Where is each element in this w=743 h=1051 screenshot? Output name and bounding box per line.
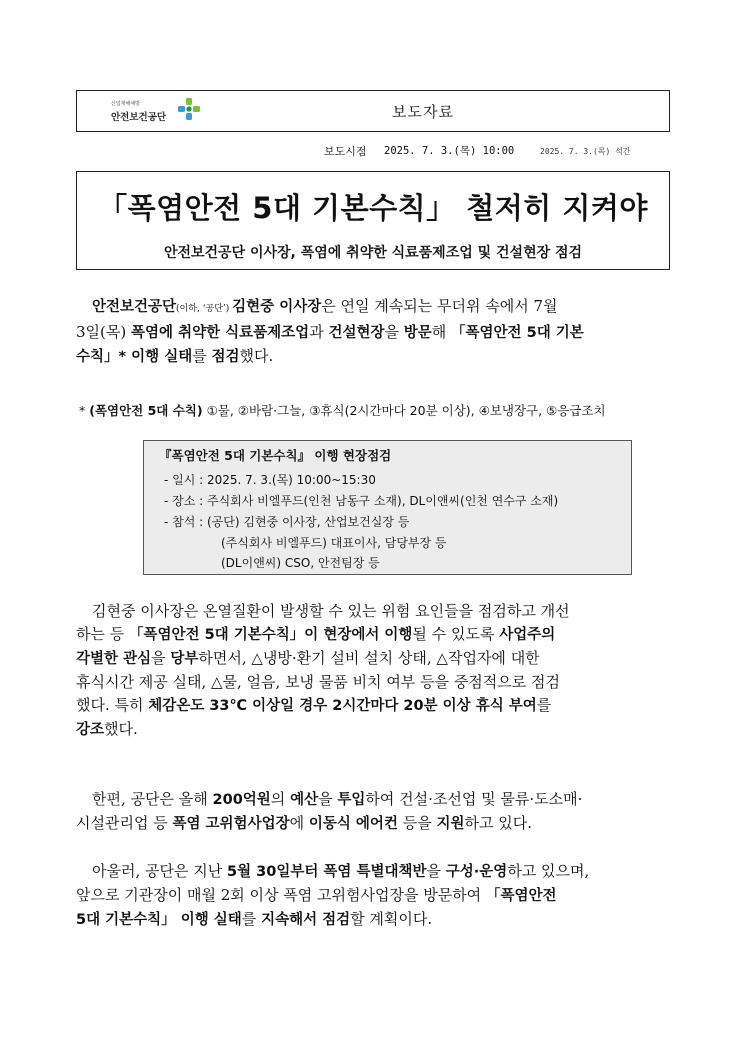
text: 하여 건설·조선업 및 물류·도소매· — [365, 790, 583, 808]
text: 했다. — [104, 720, 138, 738]
text-bold: 「폭염안전 5대 기본 — [451, 325, 584, 341]
text-bold: 방문 — [403, 325, 432, 341]
press-release-label: 보도자료 — [392, 103, 454, 121]
text: 했다. — [239, 347, 274, 365]
text: 김현중 이사장은 온열질환이 발생할 수 있는 위험 요인들을 점검하고 개선 — [92, 602, 570, 620]
text-bold: * 이행 실태 — [118, 349, 193, 365]
text: 한편, 공단은 올해 — [92, 790, 213, 808]
text-bold: 구성·운영 — [445, 864, 508, 880]
embargo-date: 2025. 7. 3.(목) 10:00 — [384, 145, 515, 157]
text: 등을 — [397, 814, 437, 832]
text-bold: 각별한 관심 — [76, 651, 152, 667]
text-bold: 지원 — [436, 816, 465, 832]
text: 를 — [241, 910, 262, 928]
text: 했다. 특히 — [76, 696, 149, 714]
text: 휴식시간 제공 실태, △물, 얼음, 보냉 물품 비치 여부 등을 중점적으로 점검 — [76, 673, 561, 691]
text-bold: 안전보건공단 — [92, 299, 177, 315]
paragraph-inspection — [76, 600, 676, 742]
text-bold: 5월 30일부터 폭염 특별대책반 — [227, 864, 427, 880]
text-bold: 폭염에 취약한 식료품제조업 — [131, 325, 310, 341]
headline: 「폭염안전 5대 기본수칙」 철저히 지켜야 — [98, 191, 648, 225]
text: 은 연일 계속되는 무더위 속에서 7월 — [321, 297, 558, 315]
text-bold: 예산 — [290, 792, 319, 808]
text-bold: 지속해서 점검 — [261, 912, 351, 928]
text: 할 계획이다. — [350, 910, 433, 928]
subheadline: 안전보건공단 이사장, 폭염에 취약한 식료품제조업 및 건설현장 점검 — [163, 245, 583, 261]
info-place: - 장소 : 주식회사 비엘푸드(인천 남동구 소재), DL이앤씨(인천 연수구 소재) — [164, 494, 559, 508]
text: 을 — [151, 649, 171, 667]
text: 3일(목) — [76, 323, 131, 341]
text: 에 — [289, 814, 309, 832]
text: 하는 등 — [76, 625, 130, 643]
text-bold: 폭염 고위험사업장 — [172, 816, 290, 832]
logo-tagline: 산업재해예방 — [111, 101, 140, 107]
footnote-items: ①물, ②바람·그늘, ③휴식(2시간마다 20분 이상), ④보냉장구, ⑤응급조치 — [202, 403, 606, 418]
text: 앞으로 기관장이 매월 2회 이상 폭염 고위험사업장을 방문하여 — [76, 886, 486, 904]
text: 하고 있으며, — [507, 862, 590, 880]
text-bold: 「폭염안전 5대 기본수칙」이 현장에서 이행 — [129, 627, 413, 643]
text-bold: 건설현장 — [328, 325, 385, 341]
text-bold: 점검 — [211, 349, 240, 365]
logo-name: 안전보건공단 — [111, 112, 167, 123]
text-bold: 당부 — [170, 651, 199, 667]
paragraph-plan — [76, 860, 676, 932]
text-bold: 김현중 이사장 — [232, 299, 322, 315]
text-bold: 투입 — [337, 792, 366, 808]
text: 을 — [384, 323, 404, 341]
text: 을 — [318, 790, 338, 808]
info-attendees-1: - 참석 : (공단) 김현중 이사장, 산업보건실장 등 — [164, 515, 410, 529]
text-bold: 사업주의 — [499, 627, 556, 643]
paragraph-intro — [76, 295, 676, 369]
text-bold: 강조 — [76, 722, 105, 738]
text: 해 — [431, 323, 452, 341]
embargo-alt-date: 2025. 7. 3.(목) 석간 — [540, 147, 631, 156]
text: 아울러, 공단은 지난 — [92, 862, 227, 880]
text: (이하, ‘공단’) — [176, 304, 233, 314]
text: 을 — [426, 862, 446, 880]
info-title: 『폭염안전 5대 기본수칙』 이행 현장점검 — [159, 448, 392, 463]
info-attendees-3: (DL이앤씨) CSO, 안전팀장 등 — [221, 556, 380, 570]
text-bold: 수칙」 — [76, 349, 119, 365]
text-bold: 이동식 에어컨 — [308, 816, 398, 832]
text: 시설관리업 등 — [76, 814, 173, 832]
text: 를 — [536, 696, 552, 714]
footnote-label: (폭염안전 5대 수칙) — [89, 403, 203, 418]
press-header-box — [76, 90, 670, 132]
text: 를 — [192, 347, 212, 365]
text: 될 수 있도록 — [412, 625, 500, 643]
paragraph-budget — [76, 788, 676, 836]
text: 과 — [309, 323, 329, 341]
title-box — [76, 171, 670, 270]
info-date: - 일시 : 2025. 7. 3.(목) 10:00~15:30 — [164, 473, 376, 487]
inspection-info-box — [143, 440, 632, 575]
text: 하면서, △냉방·환기 설비 설치 상태, △작업자에 대한 — [198, 649, 540, 667]
text-bold: 체감온도 33℃ 이상일 경우 2시간마다 20분 이상 휴식 부여 — [148, 698, 537, 714]
text-bold: 5대 기본수칙」 이행 실태 — [76, 912, 242, 928]
footnote-rules — [79, 401, 606, 419]
info-attendees-2: (주식회사 비엘푸드) 대표이사, 담당부장 등 — [221, 536, 447, 550]
text-bold: 200억원 — [212, 792, 271, 808]
text: 의 — [270, 790, 291, 808]
embargo-label: 보도시점 — [324, 145, 367, 158]
text: 하고 있다. — [464, 814, 532, 832]
footnote-marker: * — [79, 403, 90, 418]
text-bold: 「폭염안전 — [485, 888, 557, 904]
